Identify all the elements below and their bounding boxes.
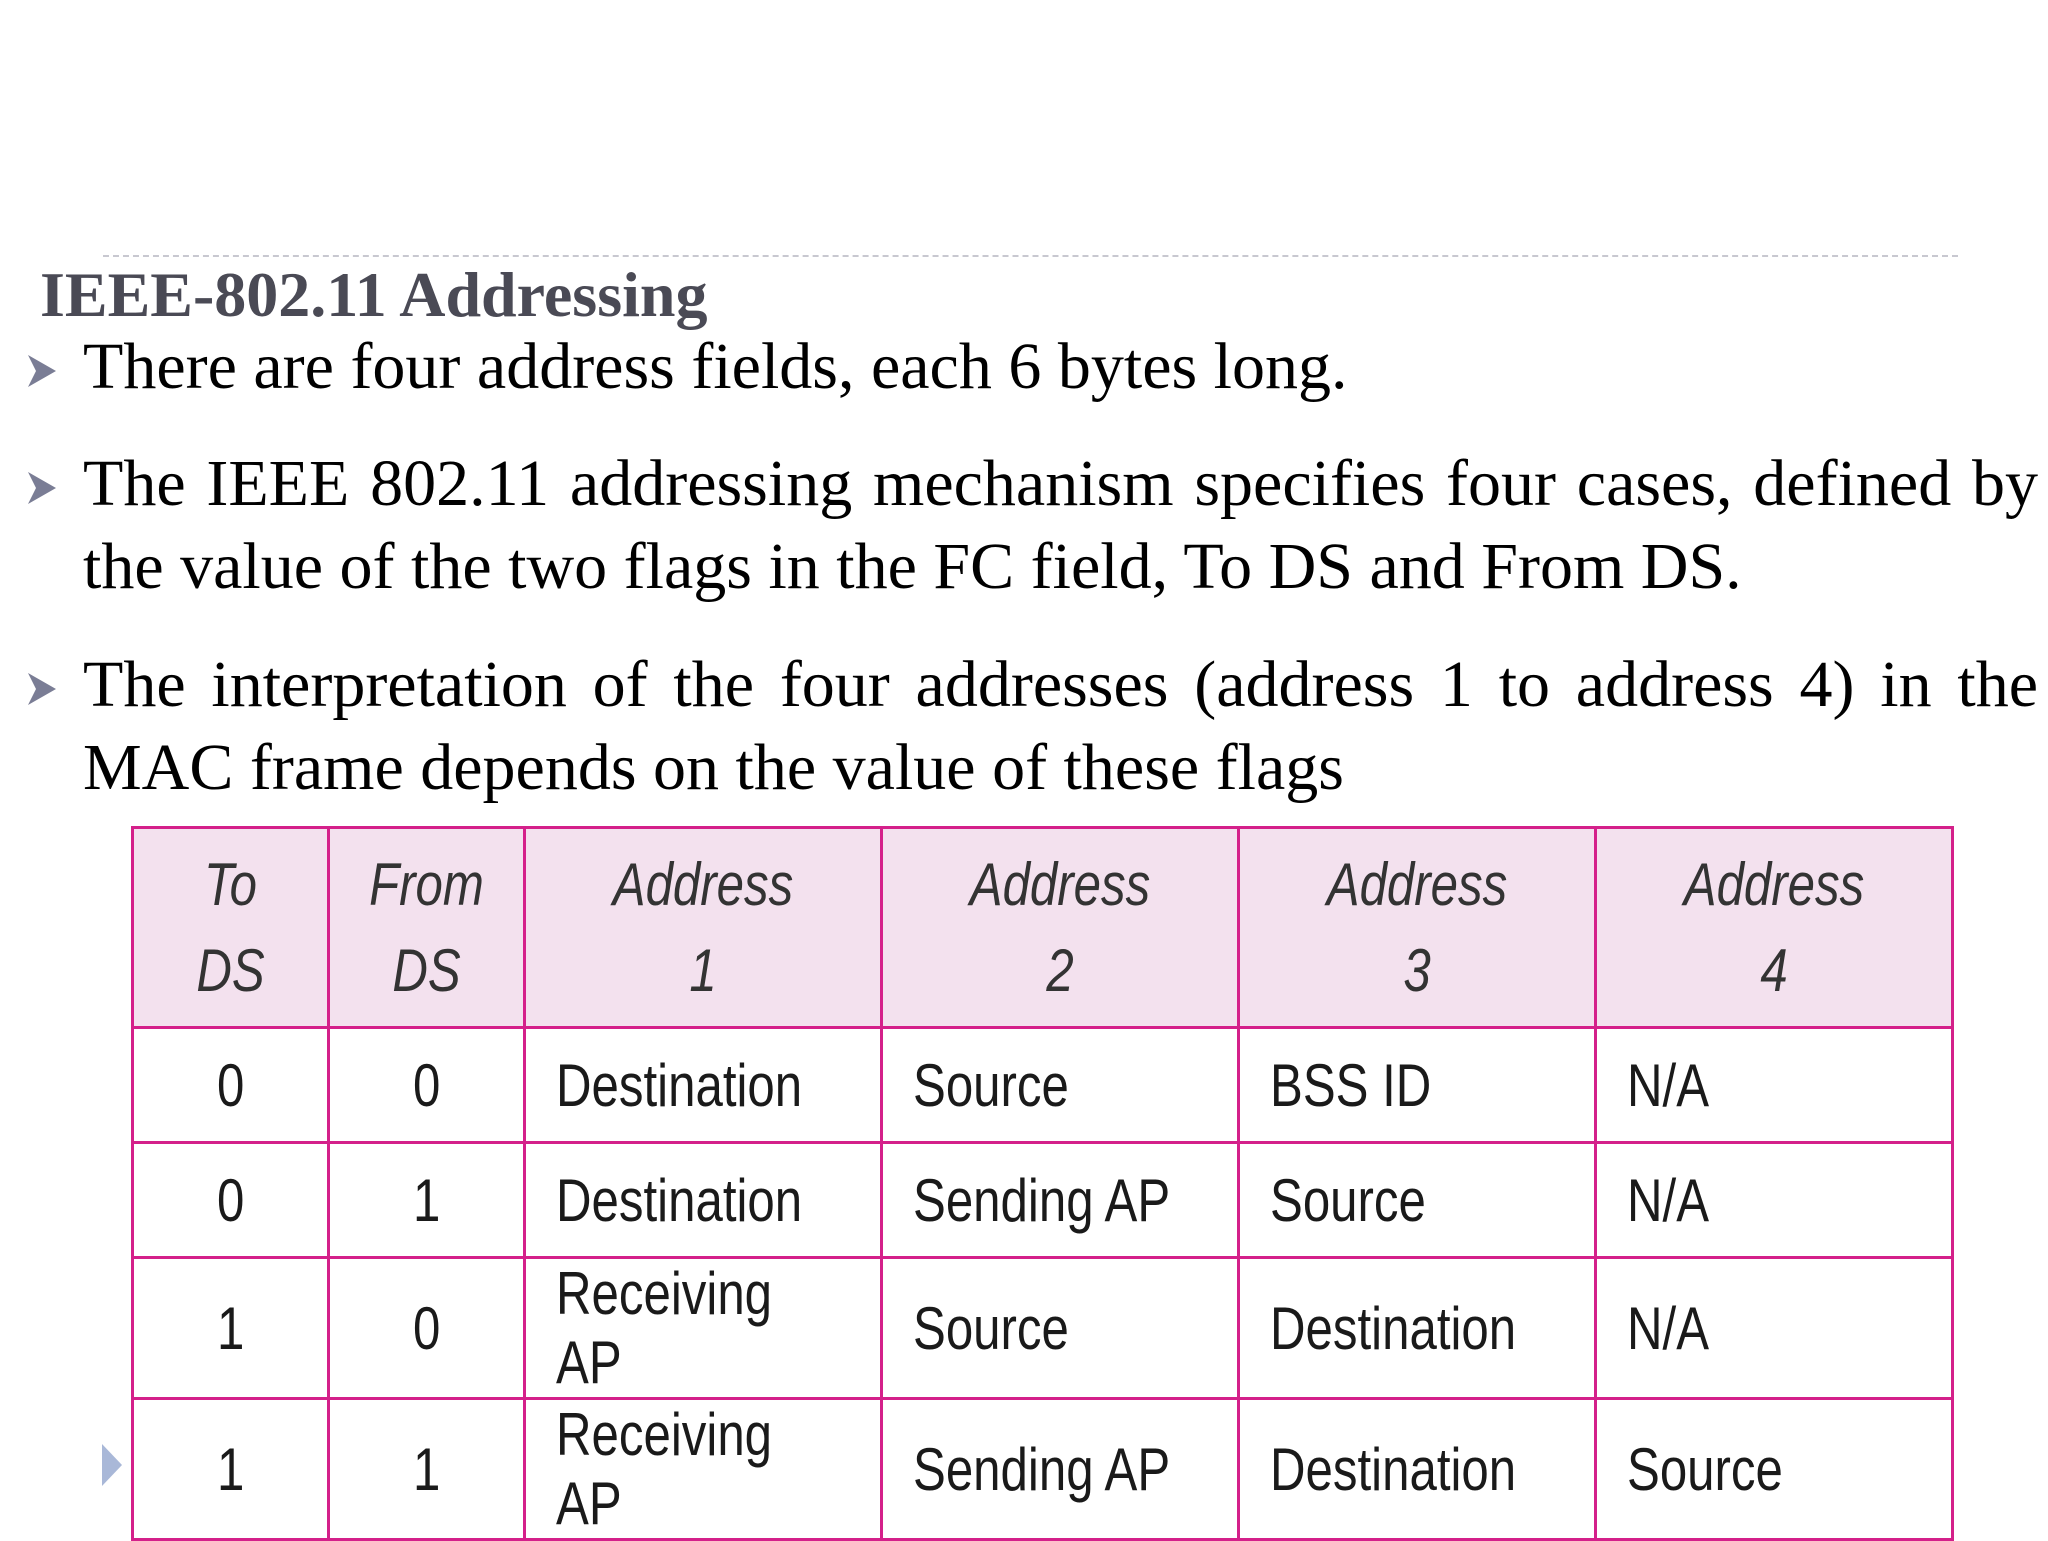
table-cell: N/A <box>1596 1143 1953 1258</box>
table-cell: 1 <box>329 1399 525 1540</box>
table-header-row <box>133 828 1953 1028</box>
table-cell: 0 <box>329 1028 525 1143</box>
table-cell: Sending AP <box>882 1399 1239 1540</box>
table-cell: Sending AP <box>882 1143 1239 1258</box>
table-row <box>133 1028 1953 1143</box>
arrowhead-bullet-icon <box>26 351 58 391</box>
table-cell: Source <box>1239 1143 1596 1258</box>
arrowhead-bullet-icon <box>26 669 58 709</box>
bullet-text: There are four address fields, each 6 bytes long. <box>83 330 1348 403</box>
table-cell: 0 <box>329 1258 525 1399</box>
table-cell: 0 <box>133 1028 329 1143</box>
table-cell: 1 <box>329 1143 525 1258</box>
slide-title: IEEE-802.11 Addressing <box>40 259 708 330</box>
header-address-4: Address 4 <box>1596 828 1953 1028</box>
triangle-nav-icon <box>100 1442 124 1488</box>
table-cell: N/A <box>1596 1028 1953 1143</box>
table-row <box>133 1399 1953 1540</box>
header-address-3: Address 3 <box>1239 828 1596 1028</box>
table-cell: N/A <box>1596 1258 1953 1399</box>
header-from-ds: From DS <box>329 828 525 1028</box>
header-to-ds: To DS <box>133 828 329 1028</box>
table-cell: 0 <box>133 1143 329 1258</box>
table-cell: 1 <box>133 1399 329 1540</box>
table-cell: Destination <box>525 1028 882 1143</box>
table-row <box>133 1258 1953 1399</box>
table-cell: Receiving AP <box>525 1258 882 1399</box>
table-cell: Destination <box>1239 1258 1596 1399</box>
table-cell: Source <box>882 1028 1239 1143</box>
header-address-1: Address 1 <box>525 828 882 1028</box>
table-cell: Receiving AP <box>525 1399 882 1540</box>
title-divider <box>103 255 1958 257</box>
header-address-2: Address 2 <box>882 828 1239 1028</box>
table-cell: Source <box>882 1258 1239 1399</box>
arrowhead-bullet-icon <box>26 468 58 508</box>
table-cell: Destination <box>1239 1399 1596 1540</box>
addressing-table <box>131 826 1954 1541</box>
table-cell: Source <box>1596 1399 1953 1540</box>
table-row <box>133 1143 1953 1258</box>
table-cell: 1 <box>133 1258 329 1399</box>
bullet-text: The interpretation of the four addresses (address 1 to address 4) in the MAC frame depends on the value of these flags <box>83 648 2038 804</box>
table-cell: BSS ID <box>1239 1028 1596 1143</box>
bullet-text: The IEEE 802.11 addressing mechanism specifies four cases, defined by the value of the two flags in the FC field, To DS and From DS. <box>83 447 2038 603</box>
table-cell: Destination <box>525 1143 882 1258</box>
